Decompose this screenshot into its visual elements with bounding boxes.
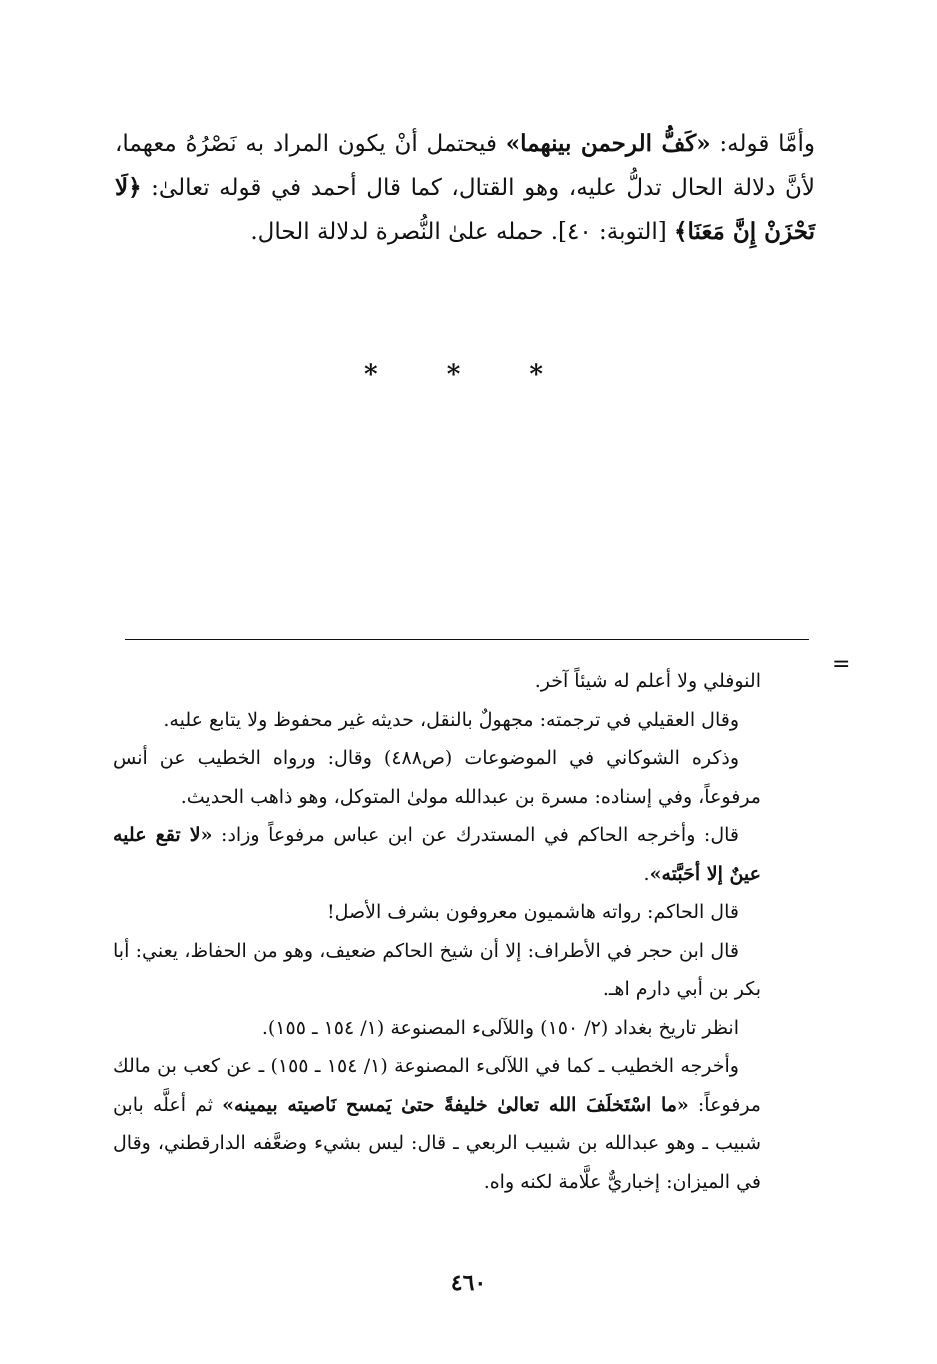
main-paragraph [115,122,815,254]
page-number: ٤٦٠ [450,1270,487,1296]
main-text-segment: [التوبة: ٤٠]. حمله علىٰ النُّصرة لدلالة الحال. [250,219,675,245]
footnote-line: وقال العقيلي في ترجمته: مجهولٌ بالنقل، حديثه غير محفوظ ولا يتابع عليه. [163,708,739,731]
footnotes [113,662,761,1201]
main-text-segment: وأمَّا قوله: [710,131,816,157]
footnote-line: قال ابن حجر في الأطراف: إلا أن شيخ الحاكم ضعيف، وهو من الحفاظ، يعني: أبا بكر بن أبي دارم اهـ. [113,939,761,1000]
main-text-segment: فيحتمل أنْ يكون المراد به نَصْرُهُ معهما، لأنَّ دلالة الحال تدلُّ عليه، وهو القتال، كما قال أحمد في قوله تعالىٰ: [115,131,815,201]
main-text [115,122,815,254]
hadith-quote: «ما اسْتَخلَفَ الله تعالىٰ خليفةً حتىٰ يَمسح نَاصيته بيمينه» [222,1093,689,1116]
footnote-divider [125,639,809,640]
footnote-segment: ثم أعلَّه بابن شبيب ـ وهو عبدالله بن شبيب الربعي ـ قال: ليس بشيء وضعَّفه الدارقطني، وقال في الميزان: إخباريٌّ علَّامة لكنه واه. [113,1093,761,1193]
footnote-line: قال الحاكم: رواته هاشميون معروفون بشرف الأصل! [327,901,739,923]
footnote-segment: . [643,862,650,885]
footnote-line [113,1047,761,1201]
footnote-line: وذكره الشوكاني في الموضوعات (ص٤٨٨) وقال: ورواه الخطيب عن أنس مرفوعاً، وفي إسناده: مسرة بن عبدالله مولىٰ المتوكل، وهو ذاهب الحديث. [113,747,761,808]
hadith-quote: «كَفُّ الرحمن بينهما» [505,130,711,157]
footnote-line: انظر تاريخ بغداد (٢/ ١٥٠) واللآلىء المصنوعة (١/ ١٥٤ ـ ١٥٥). [261,1016,739,1039]
quran-quote: ﴿لَا تَحْزَنْ إِنَّ مَعَنَا﴾ [115,174,815,245]
footnote-line [113,816,761,893]
footnote-segment: قال: وأخرجه الحاكم في المستدرك عن ابن عباس مرفوعاً وزاد: [212,824,740,846]
hadith-quote: «لا تقع عليه عينٌ إلا أحَبَّته» [113,824,761,885]
footnote-line: النوفلي ولا أعلم له شيئاً آخر. [534,670,761,692]
footnote-segment: وأخرجه الخطيب ـ كما في اللآلىء المصنوعة (١/ ١٥٤ ـ ١٥٥) ـ عن كعب بن مالك مرفوعاً: [113,1055,761,1116]
footnote-continuation-marker: = [832,652,851,677]
section-separator: * * * [364,360,573,390]
